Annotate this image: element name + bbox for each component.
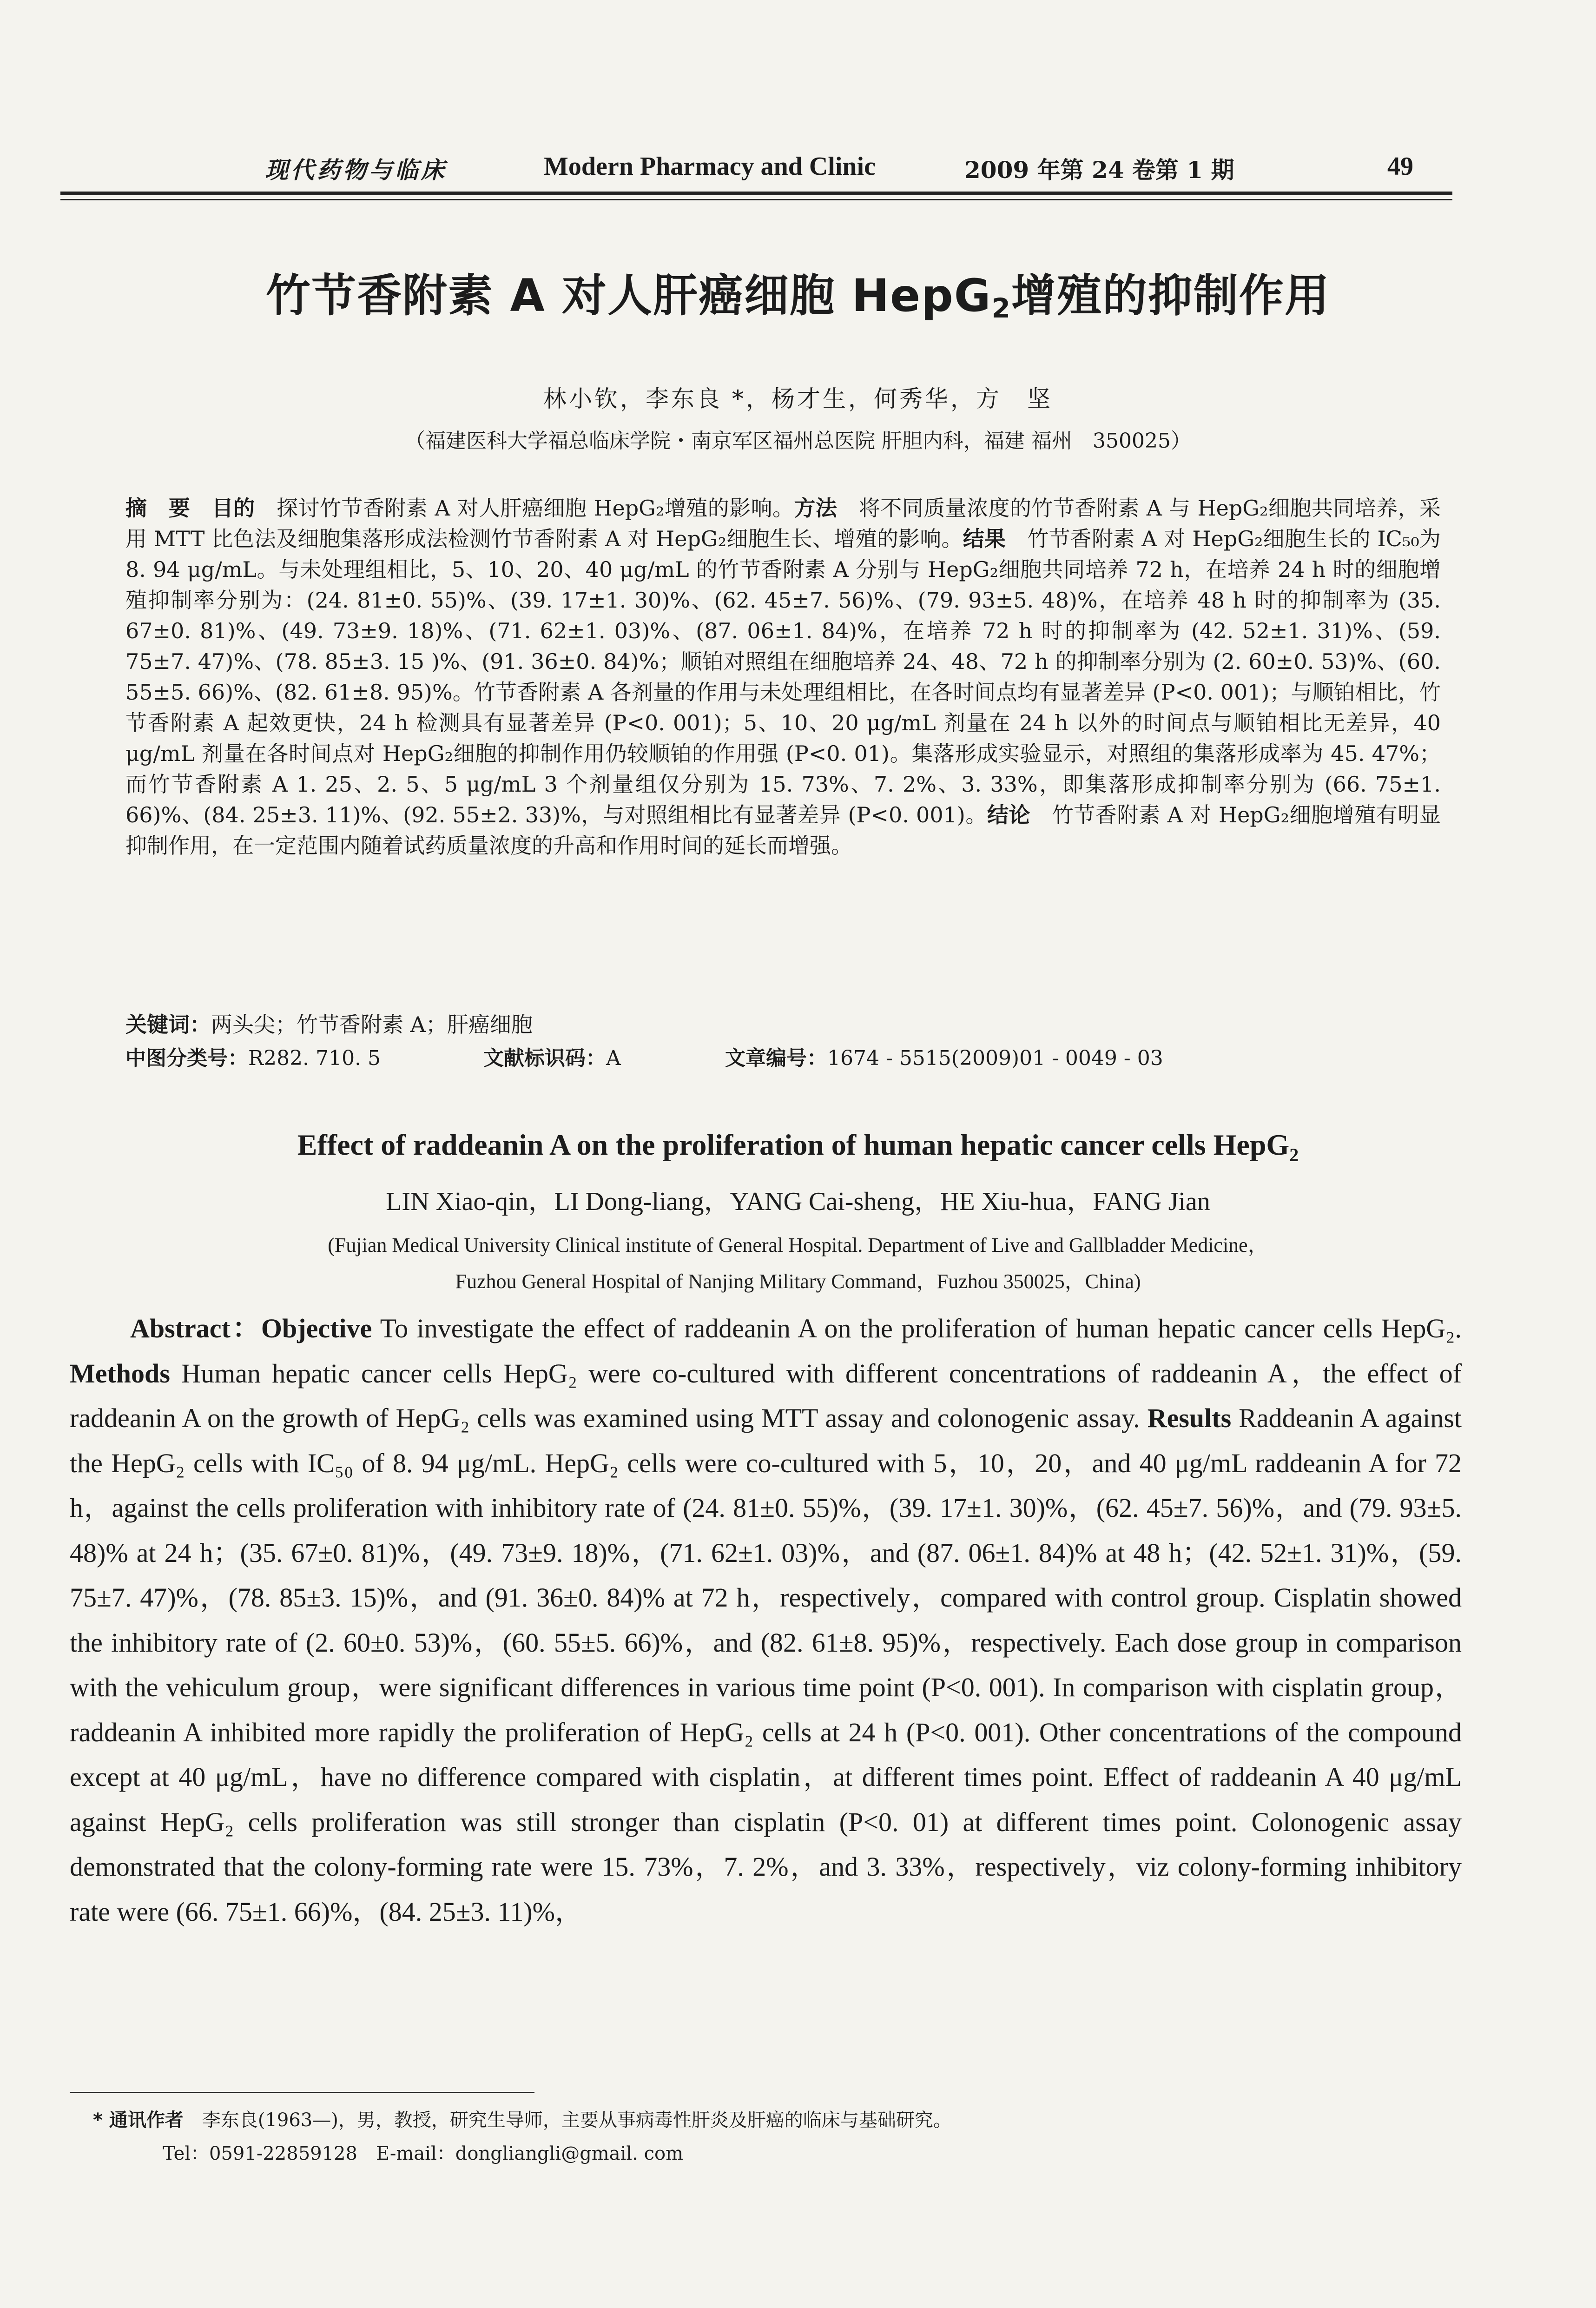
header-rule-thin <box>60 199 1452 200</box>
header-rule-thick <box>60 192 1452 195</box>
abstract-en <box>70 1306 1462 1934</box>
clc-number: 中图分类号：R282. 710. 5 <box>125 1046 381 1070</box>
methods-label-en: Methods <box>70 1358 170 1389</box>
document-code: 文献标识码：A <box>483 1046 621 1070</box>
results-label-cn: 结果 <box>963 526 1006 551</box>
affiliation-en-line2: Fuzhou General Hospital of Nanjing Military Command，Fuzhou 350025，China) <box>455 1270 1141 1293</box>
objective-label-cn: 目的 <box>211 496 255 521</box>
affiliation-en <box>0 1227 1596 1300</box>
affiliation-cn: （福建医科大学福总临床学院・南京军区福州总医院 肝胆内科，福建 福州 350025） <box>405 429 1191 453</box>
abstract-label-cn: 摘 要 <box>125 496 191 521</box>
footnote-text: 李东良(1963—)，男，教授，研究生导师，主要从事病毒性肝炎及肝癌的临床与基础研究。 <box>202 2110 952 2131</box>
article-title-en: Effect of raddeanin A on the proliferation of human hepatic cancer cells HepG$_2$ <box>297 1128 1299 1165</box>
methods-text-cn: 将不同质量浓度的竹节香附素 A 与 HepG₂细胞共同培养，采用 MTT 比色法及细胞集落形成法检测竹节香附素 A 对 HepG₂细胞生长、增殖的影响。 <box>125 496 1441 551</box>
methods-text-en: Human hepatic cancer cells HepG₂ were co-cultured with different concentrations of raddeanin A，the effect of raddeanin A on the growth of HepG₂ cells was examined using MTT assay and colonogenic assay. <box>70 1358 1462 1433</box>
article-number: 文章编号：1674 - 5515(2009)01 - 0049 - 03 <box>725 1046 1163 1070</box>
results-text-cn: 竹节香附素 A 对 HepG₂细胞生长的 IC₅₀为 8. 94 μg/mL。与未处理组相比，5、10、20、40 μg/mL 的竹节香附素 A 分别与 HepG₂细胞共同培养 72 h，在培养 24 h 时的细胞增殖抑制率分别为：(24. 81±0. 55)%、(39. 17±1. 30)%、(62. 45±7. 56)%、(79. 93±5. 48)%，在培养 48 h 时的抑制率为 (35. 67±0. 81)%、(49. 73±9. 18)%、(71. 62±1. 03)%、(87. 06±1. 84)%，在培养 72 h 时的抑制率为 (42. 52±1. 31)%、(59. 75±7. 47)%、(78. 85±3. 15 )%、(91. 36±0. 84)%；顺铂对照组在细胞培养 24、48、72 h 的抑制率分别为 (2. 60±0. 53)%、(60. 55±5. 66)%、(82. 61±8. 95)%。竹节香附素 A 各剂量的作用与未处理组相比，在各时间点均有显著差异 (P<0. 001)；与顺铂相比，竹节香附素 A 起效更快，24 h 检测具有显著差异 (P<0. 001)；5、10、20 μg/mL 剂量在 24 h 以外的时间点与顺铂相比无差异，40 μg/mL 剂量在各时间点对 HepG₂细胞的抑制作用仍较顺铂的作用强 (P<0. 01)。集落形成实验显示，对照组的集落形成率为 45. 47%；而竹节香附素 A 1. 25、2. 5、5 μg/mL 3 个剂量组仅分别为 15. 73%、7. 2%、3. 33%，即集落形成抑制率分别为 (66. 75±1. 66)%、(84. 25±3. 11)%、(92. 55±2. 33)%，与对照组相比有显著差异 (P<0. 001)。 <box>125 526 1441 827</box>
results-label-en: Results <box>1147 1403 1232 1433</box>
footnote <box>93 2103 1441 2170</box>
abstract-cn <box>125 493 1441 861</box>
running-header <box>60 148 1452 185</box>
article-title-cn: 竹节香附素 A 对人肝癌细胞 HepG$_2$增殖的抑制作用 <box>266 270 1330 324</box>
methods-label-cn: 方法 <box>794 496 838 521</box>
footnote-contact: Tel：0591-22859128 E-mail：dongliangli@gmail. com <box>163 2143 684 2164</box>
footnote-rule <box>70 2092 534 2093</box>
conclusion-label-cn: 结论 <box>987 802 1031 827</box>
authors-en: LIN Xiao-qin，LI Dong-liang，YANG Cai-sheng，HE Xiu-hua，FANG Jian <box>386 1187 1210 1216</box>
issue-info: 2009 年第 24 卷第 1 期 <box>964 156 1234 184</box>
objective-text-en: To investigate the effect of raddeanin A on the proliferation of human hepatic cancer cells HepG₂. <box>380 1313 1462 1343</box>
conclusion-text-cn: 竹节香附素 A 对 HepG₂细胞增殖有明显抑制作用，在一定范围内随着试药质量浓度的升高和作用时间的延长而增强。 <box>125 802 1441 858</box>
affiliation-en-line1: (Fujian Medical University Clinical institute of General Hospital. Department of Live and Gallbladder Medicine， <box>328 1234 1268 1257</box>
classification-line <box>125 1041 1441 1069</box>
objective-label-en: Objective <box>261 1313 372 1343</box>
authors-cn: 林小钦，李东良 *，杨才生，何秀华，方 坚 <box>543 385 1053 412</box>
keywords-cn: 关键词：两头尖；竹节香附素 A；肝癌细胞 <box>125 1012 533 1037</box>
journal-name-en: Modern Pharmacy and Clinic <box>544 152 876 181</box>
footnote-label: * 通讯作者 <box>93 2110 184 2131</box>
abstract-label-en: Abstract： <box>130 1313 261 1343</box>
results-text-en: Raddeanin A against the HepG₂ cells with IC₅₀ of 8. 94 μg/mL. HepG₂ cells were co-cultured with 5，10，20，and 40 μg/mL raddeanin A for 72 h，against the cells proliferation with inhibitory rate of (24. 81±0. 55)%，(39. 17±1. 30)%，(62. 45±7. 56)%，and (79. 93±5. 48)% at 24 h；(35. 67±0. 81)%，(49. 73±9. 18)%，(71. 62±1. 03)%，and (87. 06±1. 84)% at 48 h；(42. 52±1. 31)%，(59. 75±7. 47)%，(78. 85±3. 15)%，and (91. 36±0. 84)% at 72 h，respectively，compared with control group. Cisplatin showed the inhibitory rate of (2. 60±0. 53)%，(60. 55±5. 66)%，and (82. 61±8. 95)%，respectively. Each dose group in comparison with the vehiculum group，were significant differences in various time point (P<0. 001). In comparison with cisplatin group，raddeanin A inhibited more rapidly the proliferation of HepG₂ cells at 24 h (P<0. 001). Other concentrations of the compound except at 40 μg/mL，have no difference compared with cisplatin，at different times point. Effect of raddeanin A 40 μg/mL against HepG₂ cells proliferation was still stronger than cisplatin (P<0. 01) at different times point. Colonogenic assay demonstrated that the colony-forming rate were 15. 73%，7. 2%，and 3. 33%，respectively，viz colony-forming inhibitory rate were (66. 75±1. 66)%，(84. 25±3. 11)%， <box>70 1403 1462 1927</box>
journal-name-cn: 现代药物与临床 <box>265 156 447 184</box>
page-number: 49 <box>1387 152 1413 181</box>
objective-text-cn: 探讨竹节香附素 A 对人肝癌细胞 HepG₂增殖的影响。 <box>277 496 794 521</box>
